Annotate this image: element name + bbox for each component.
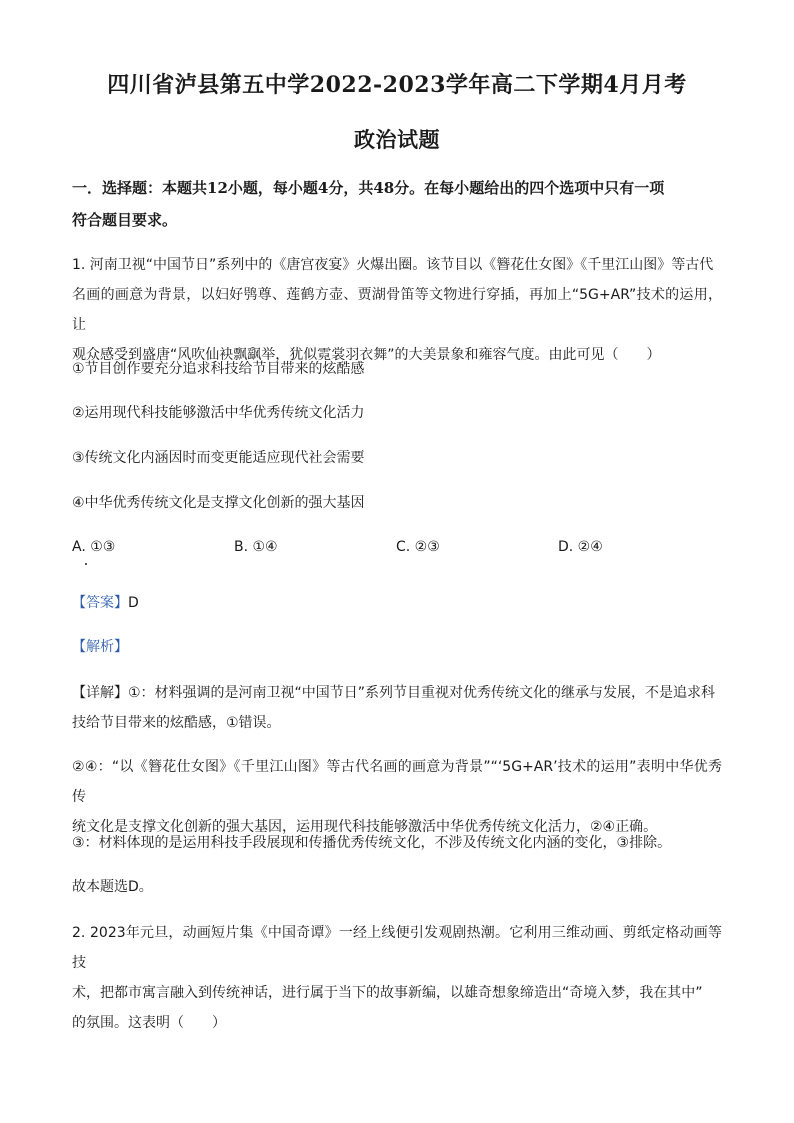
q1-statement-4: ④中华优秀传统文化是支撑文化创新的强大基因 [72, 495, 365, 511]
q1-answer [72, 588, 722, 618]
option-a: A. ①③ [72, 539, 116, 555]
q1-statement-3: ③传统文化内涵因时而变更能适应现代社会需要 [72, 450, 365, 466]
q2-stem-line: 术，把都市寓言融入到传统神话，进行属于当下的故事新编，以雄奇想象缔造出“奇境入梦，我在其中” [72, 985, 703, 1001]
question-1-stem [72, 250, 722, 370]
q1-stem-line: 观众感受到盛唐“风吹仙袂飘飖举，犹似霓裳羽衣舞”的大美景象和雍容气度。由此可见（ ） [72, 347, 661, 363]
section-heading [72, 172, 724, 236]
q2-stem-line: 2. 2023年元旦，动画短片集《中国奇谭》一经上线便引发观剧热潮。它利用三维动画、剪纸定格动画等技 [72, 925, 722, 971]
detail-1-line: ①：材料强调的是河南卫视“中国节日”系列节目重视对优秀传统文化的继承与发展，不是追求科 [128, 685, 716, 701]
q1-detail-3: ③：材料体现的是运用科技手段展现和传播优秀传统文化，不涉及传统文化内涵的变化，③排除。 [72, 835, 672, 851]
question-2-stem [72, 918, 722, 1038]
option-c: C. ②③ [396, 539, 440, 555]
analysis-tag: 【解析】 [72, 639, 128, 655]
section-heading-line2: 符合题目要求。 [72, 211, 178, 229]
detail-1-line: 技给节目带来的炫酷感，①错误。 [72, 715, 281, 731]
exam-title: 四川省泸县第五中学2022-2023学年高二下学期4月月考 [107, 72, 687, 98]
q1-options [72, 532, 722, 562]
q1-statement-1: ①节目创作要充分追求科技给节目带来的炫酷感 [72, 361, 365, 377]
option-b: B. ①④ [234, 539, 278, 555]
detail-2-line: 统文化是支撑文化创新的强大基因，运用现代科技能够激活中华优秀传统文化活力，②④正确。 [72, 819, 658, 835]
q2-stem-line: 的氛围。这表明（ ） [72, 1015, 226, 1031]
stray-dot [85, 563, 87, 565]
detail-tag: 【详解】 [72, 685, 128, 701]
option-d: D. ②④ [558, 539, 603, 555]
q1-statement-2: ②运用现代科技能够激活中华优秀传统文化活力 [72, 405, 365, 421]
detail-2-line: ②④：“以《簪花仕女图》《千里江山图》等古代名画的画意为背景”“‘5G+AR’技术的运用”表明中华优秀传 [72, 759, 722, 805]
q1-analysis-tag [72, 632, 722, 662]
q1-stem-line: 名画的画意为背景，以妇好鸮尊、莲鹤方壶、贾湖骨笛等文物进行穿插，再加上“5G+AR”技术的运用，让 [72, 287, 722, 333]
answer-tag: 【答案】 [72, 595, 128, 611]
answer-value: D [128, 595, 139, 611]
q1-stem-line: 1. 河南卫视“中国节日”系列中的《唐宫夜宴》火爆出圈。该节目以《簪花仕女图》《千里江山图》等古代 [72, 257, 714, 273]
q1-conclusion: 故本题选D。 [72, 879, 153, 895]
exam-subtitle: 政治试题 [354, 127, 440, 152]
q1-detail-1 [72, 678, 722, 738]
section-heading-line1: 一．选择题：本题共12小题，每小题4分，共48分。在每小题给出的四个选项中只有一项 [72, 179, 665, 197]
